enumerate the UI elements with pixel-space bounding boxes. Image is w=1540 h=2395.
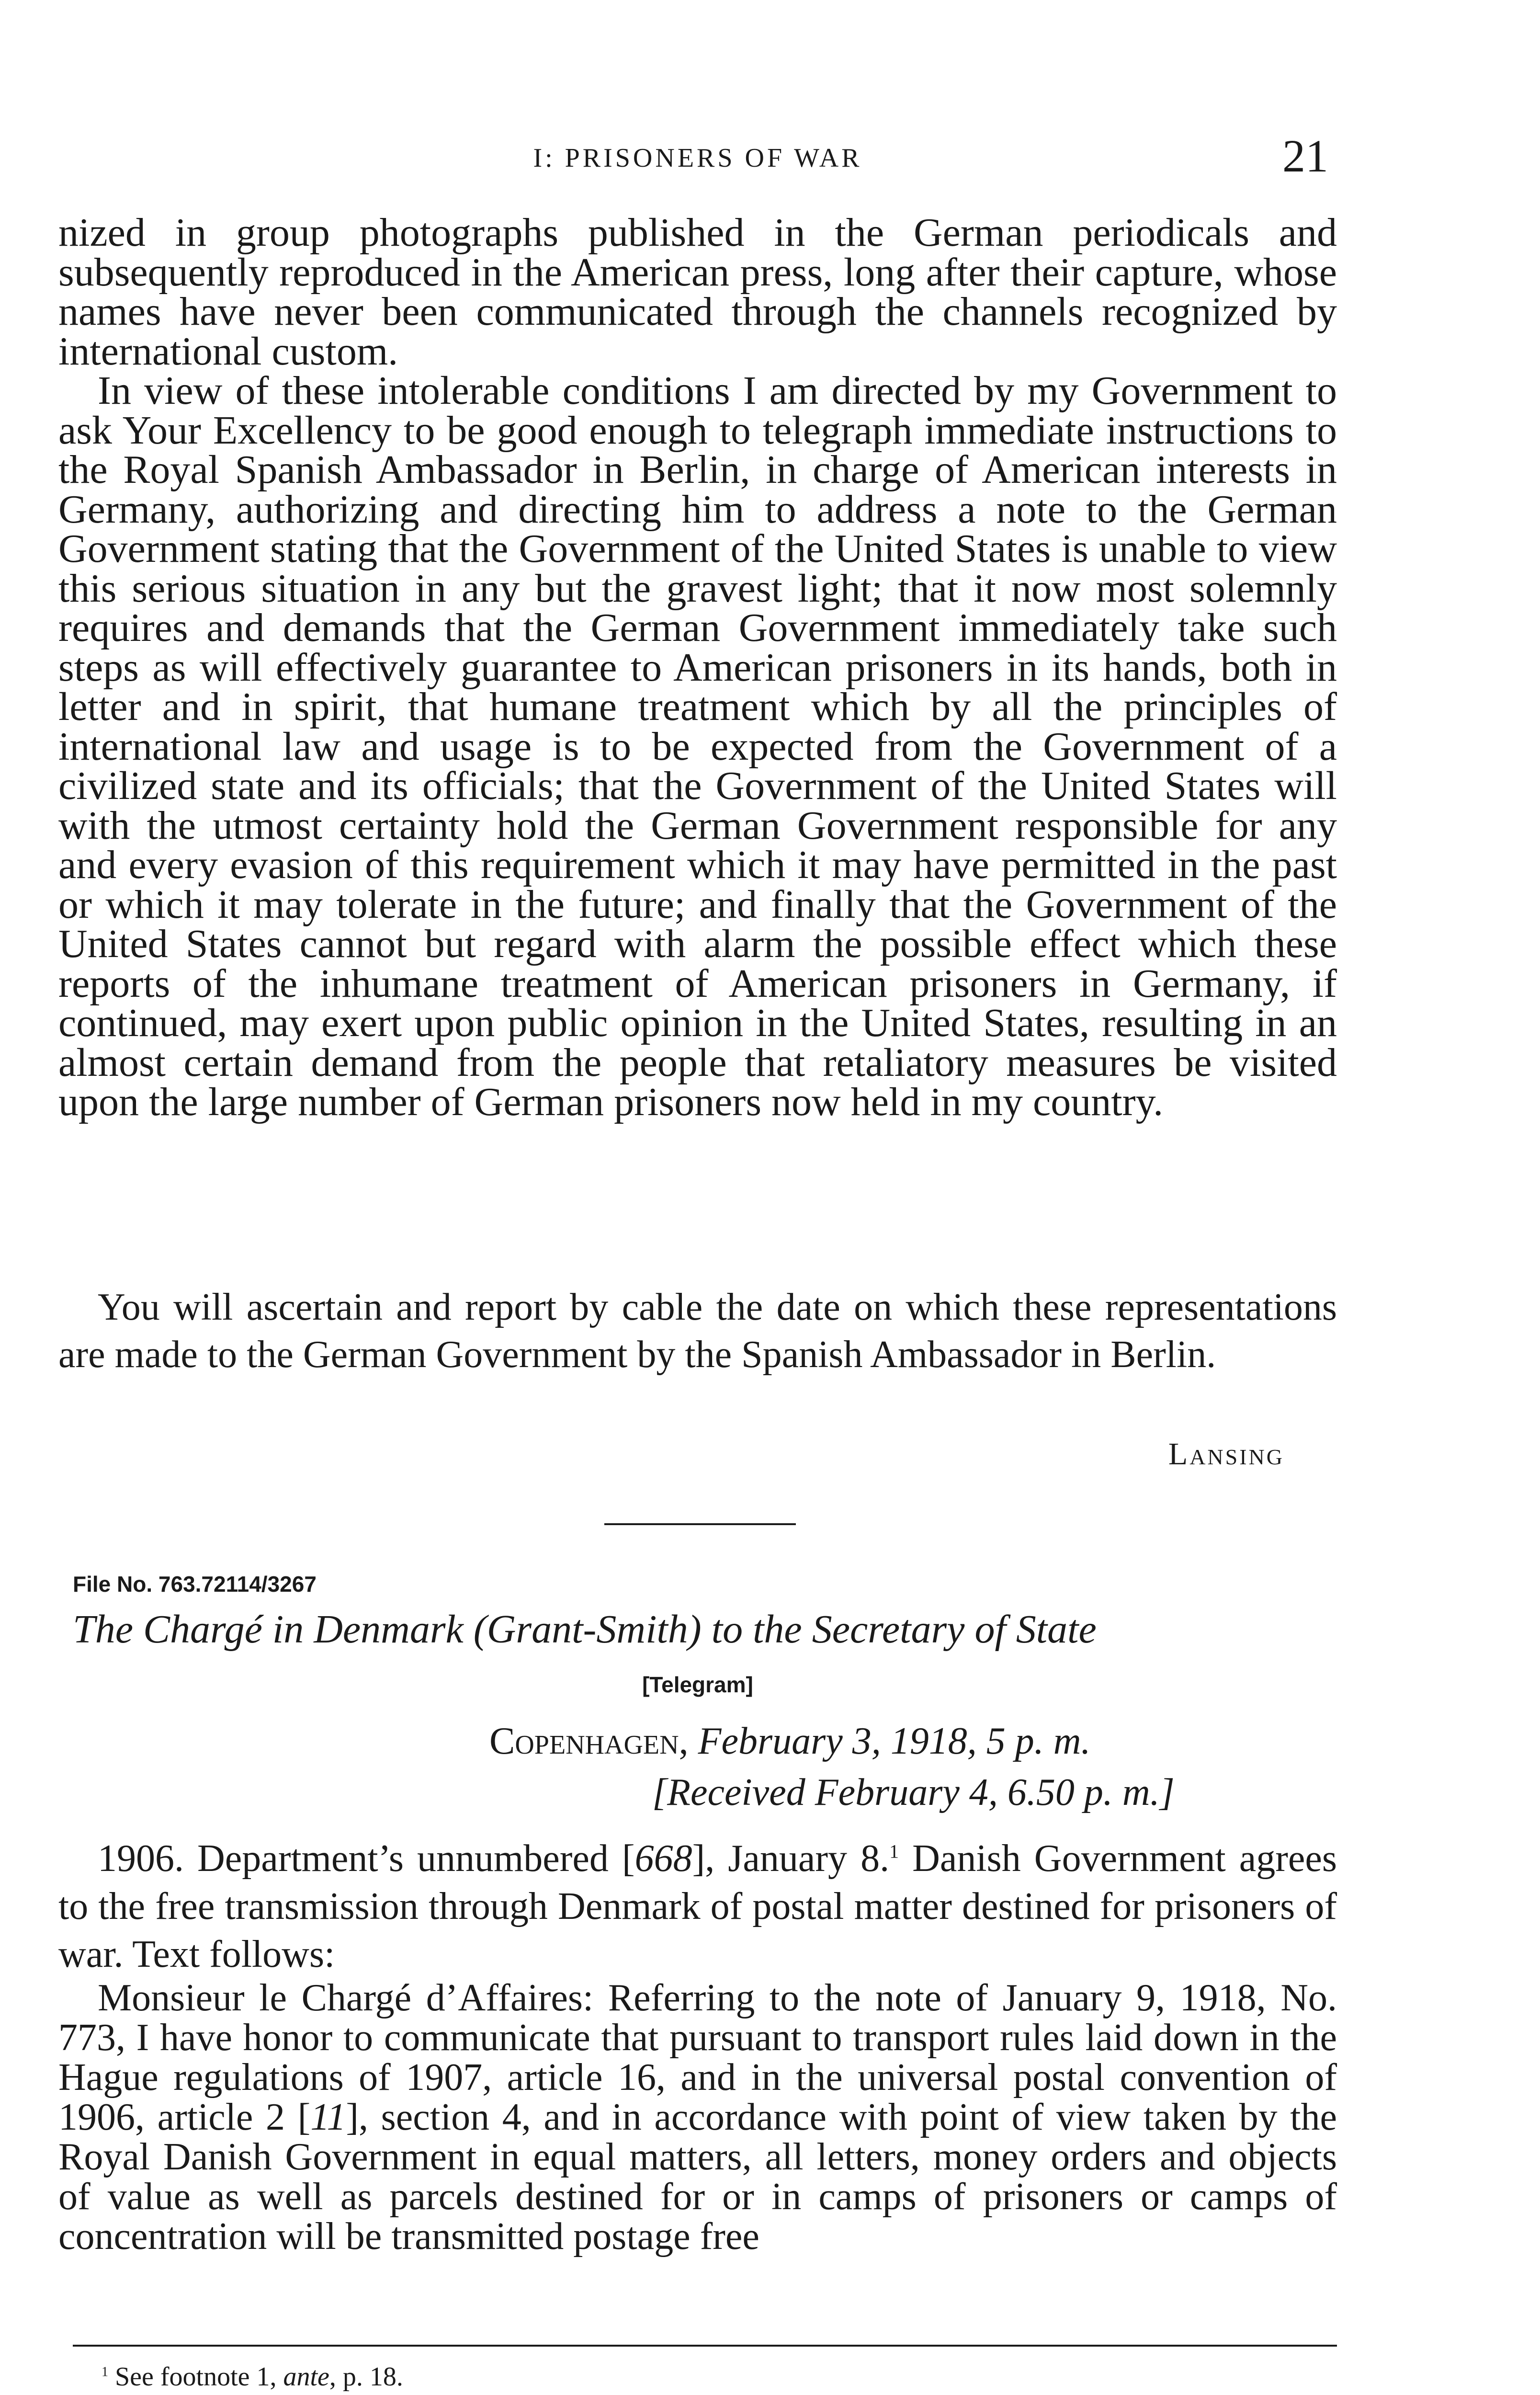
file-number: File No. 763.72114/3267	[73, 1572, 317, 1597]
page-number: 21	[1282, 130, 1328, 182]
telegram-paragraph-2	[58, 1978, 1337, 2257]
telegram-text-mid: ], January 8.	[692, 1837, 890, 1880]
footnote-text-after: , p. 18.	[329, 2362, 403, 2392]
dateline	[489, 1720, 1091, 1763]
footnote	[102, 2361, 403, 2392]
paragraph-instruction: You will ascertain and report by cable the date on which these representations are made to the German Government by the Spanish Ambassador in Berlin.	[58, 1286, 1337, 1376]
telegram-text-start: 1906. Department’s unnumbered [	[98, 1837, 635, 1880]
running-title: I: PRISONERS OF WAR	[533, 143, 862, 173]
footnote-divider	[73, 2345, 1337, 2347]
paragraph-continuation: nized in group photographs published in the German periodicals and subsequently reproduced in the American press, long after their capture, whose names have never been communicated through the channels recognized by international custom.	[58, 210, 1337, 374]
section-divider	[604, 1523, 796, 1525]
document-title: The Chargé in Denmark (Grant-Smith) to the Secretary of State	[73, 1607, 1097, 1652]
dateline-date: February 3, 1918, 5 p. m.	[698, 1720, 1091, 1762]
telegram-ref: 668	[634, 1837, 692, 1880]
quoted-note-ref: 11	[310, 2096, 346, 2138]
document-type: [Telegram]	[642, 1672, 753, 1697]
footnote-text-before: See footnote 1,	[108, 2362, 283, 2392]
paragraph-demands: In view of these intolerable conditions I am directed by my Government to ask Your Excellency to be good enough to telegraph immediate instructions to the Royal Spanish Ambassador in Berlin, in charge of American interests in Germany, authorizing and directing him to address a note to the German Government stating that the Government of the United States is unable to view this serious situation in any but the gravest light; that it now most solemnly requires and demands that the German Government immediately take such steps as will effectively guarantee to American prisoners in its hands, both in letter and in spirit, that humane treatment which by all the principles of international law and usage is to be expected from the Government of a civilized state and its officials; that the Government of the United States will with the utmost certainty hold the German Government responsible for any and every evasion of this requirement which it may have permitted in the past or which it may tolerate in the future; and finally that the Government of the United States cannot but regard with alarm the possible effect which these reports of the inhumane treatment of American prisoners in Germany, if continued, may exert upon public opinion in the United States, resulting in an almost certain demand from the people that retaliatory measures be visited upon the large number of German prisoners now held in my country.	[58, 368, 1337, 1124]
footnote-marker: 1	[102, 2364, 108, 2380]
running-head	[58, 129, 1337, 182]
footnote-ref[interactable]: 1	[889, 1840, 899, 1862]
letter-body	[58, 210, 1337, 1124]
telegram-paragraph-1	[58, 1835, 1337, 1978]
signature: Lansing	[1168, 1437, 1284, 1471]
quoted-note-end: ], section 4, and in accordance with point of view taken by the Royal Danish Government in equal matters, all letters, money orders and objects of value as well as parcels destined for or in camps of prisoners or camps of concentration will be transmitted postage free	[58, 2096, 1337, 2258]
footnote-italic: ante	[283, 2362, 329, 2392]
telegram-text-end: Danish Government agrees to the free transmission through Denmark of postal matter destined for prisoners of war. Text follows:	[58, 1837, 1337, 1975]
document-page	[58, 0, 1337, 2395]
instruction-block	[58, 1284, 1337, 1379]
quoted-note-start: Monsieur le Chargé d’Affaires: Referring to the note of January 9, 1918, No. 773, I have honor to communicate that pursuant to transport rules laid down in the Hague regulations of 1907, article 16, and in the universal postal convention of 1906, article 2 [	[58, 1977, 1337, 2138]
received-line: [Received February 4, 6.50 p. m.]	[652, 1771, 1175, 1813]
dateline-place: Copenhagen,	[489, 1720, 689, 1762]
